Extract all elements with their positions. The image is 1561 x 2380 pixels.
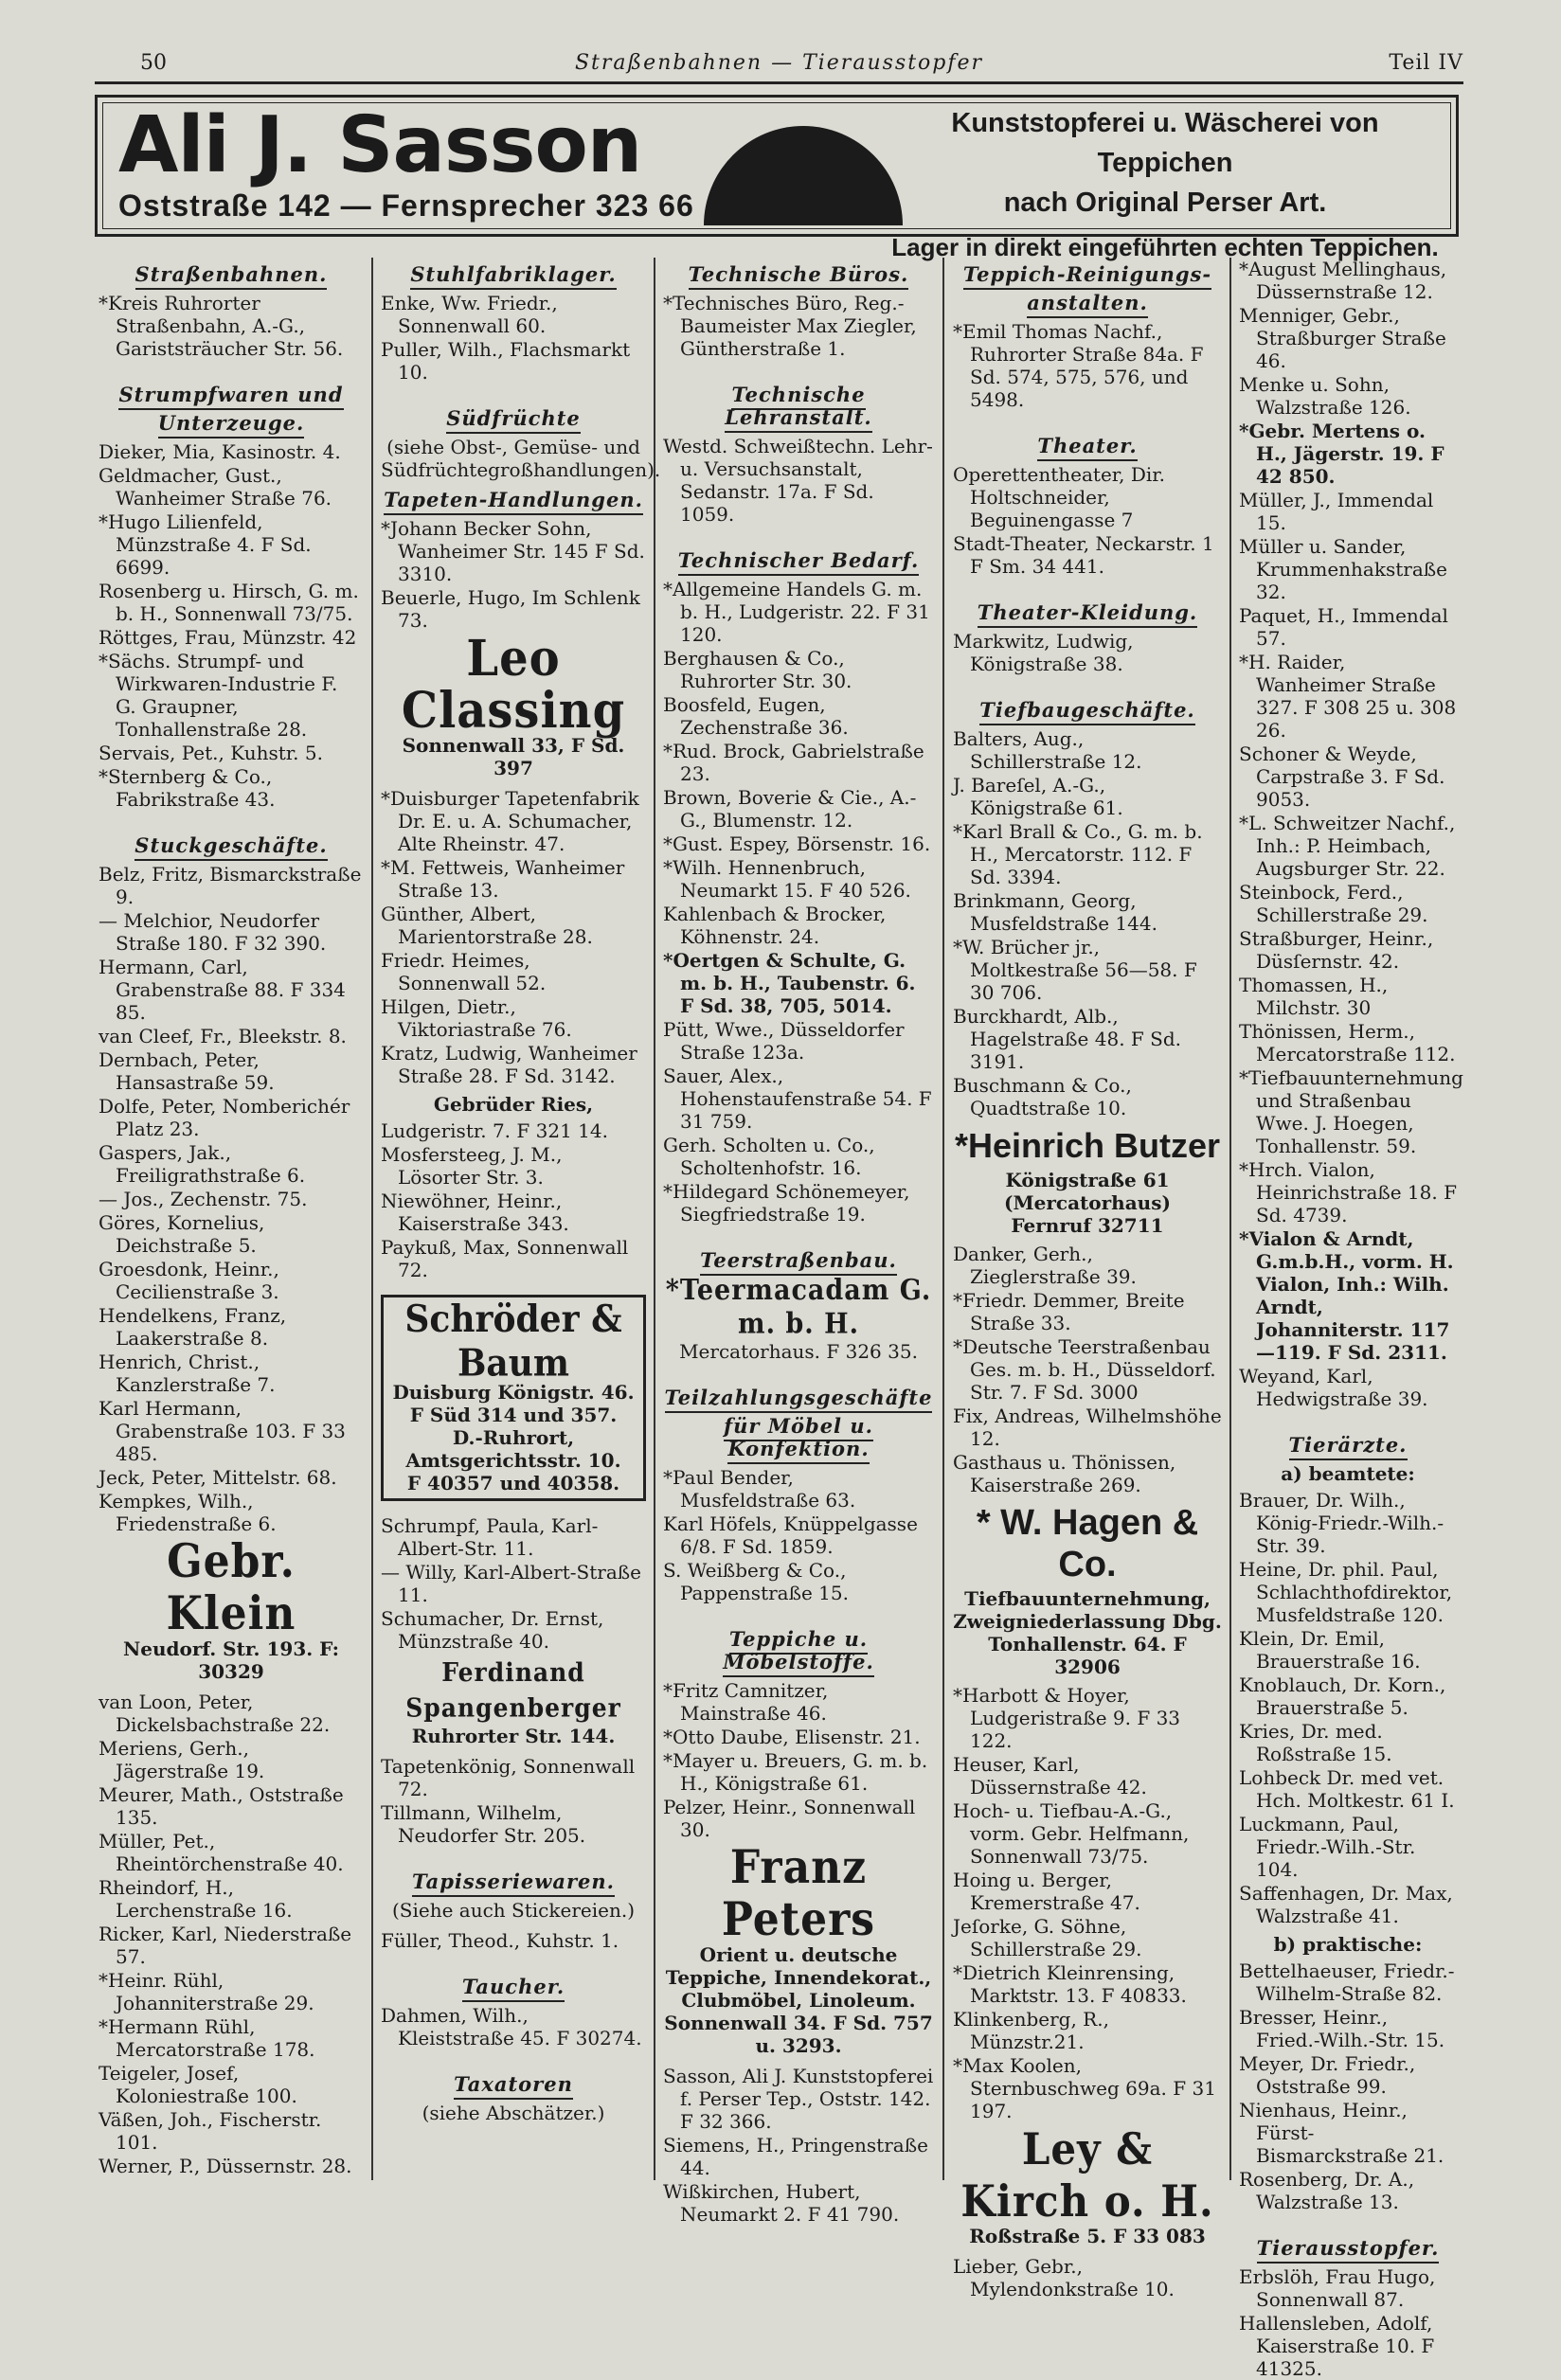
list-item: Schumacher, Dr. Ernst, Münzstraße 40.: [381, 1607, 604, 1653]
list-item: Hoing u. Berger, Kremerstraße 47.: [953, 1869, 1140, 1914]
list-item: Ludgeristr. 7. F 321 14.: [381, 1119, 608, 1142]
list-item: Gaspers, Jak., Freiligrathstraße 6.: [99, 1141, 306, 1187]
list-item: Müller, Pet., Rheintörchenstraße 40.: [99, 1830, 344, 1875]
section-heading: Tapeten-Handlungen.: [381, 489, 646, 511]
list-item: Klinkenberg, R., Münzstr.21.: [953, 2008, 1109, 2053]
column-4: [953, 258, 1222, 2300]
list-item: Schoner & Weyde, Carpstraße 3. F Sd. 9053.: [1239, 743, 1445, 811]
list-item: *Duisburger Tapetenfabrik Dr. E. u. A. Schumacher, Alte Rheinstr. 47.: [381, 787, 639, 855]
list-item: Tapetenkönig, Sonnenwall 72.: [381, 1755, 636, 1800]
section-heading: Teppiche u. Möbelstoffe.: [663, 1628, 934, 1673]
advert-line: Königstraße 61: [1005, 1169, 1170, 1191]
list-item: Balters, Aug., Schillerstraße 12.: [953, 727, 1142, 773]
section-heading: Strumpfwaren und: [99, 384, 364, 406]
list-item: *Wilh. Hennenbruch, Neumarkt 15. F 40 526.: [663, 856, 911, 902]
list-item: *Heinr. Rühl, Johanniterstraße 29.: [99, 1969, 314, 2014]
list-item: Menke u. Sohn, Walzstraße 126.: [1239, 373, 1411, 419]
section-heading: Technische Büros.: [663, 263, 934, 286]
ley-kirch-advert-address: Roßstraße 5. F 33 083: [969, 2225, 1206, 2247]
advert-line: F Süd 314 und 357.: [409, 1404, 618, 1426]
list-item: Dernbach, Peter, Hansastraße 59.: [99, 1048, 275, 1094]
list-item: Ricker, Karl, Niederstraße 57.: [99, 1923, 352, 1968]
list-item: Erbslöh, Frau Hugo, Sonnenwall 87.: [1239, 2265, 1436, 2311]
list-item: *Technisches Büro, Reg.-Baumeister Max Ziegler, Güntherstraße 1.: [663, 292, 917, 360]
list-item: Müller u. Sander, Krummenhakstraße 32.: [1239, 535, 1447, 603]
section-heading: Teerstraßenbau.: [663, 1249, 934, 1272]
section-heading: Tiefbaugeschäfte.: [953, 699, 1222, 722]
list-item: Paquet, H., Immendal 57.: [1239, 604, 1448, 650]
list-item: *Mayer u. Breuers, G. m. b. H., Königstraße 61.: [663, 1749, 928, 1795]
list-item: Mercatorhaus. F 326 35.: [679, 1340, 918, 1363]
sub-heading: a) beamtete:: [1281, 1462, 1415, 1485]
column-3: [663, 258, 934, 2226]
section-heading: Südfrüchte: [381, 407, 646, 430]
list-item: Friedr. Heimes, Sonnenwall 52.: [381, 949, 547, 994]
running-header: [95, 47, 1463, 81]
sasson-advertisement: [95, 95, 1459, 261]
list-item: Rosenberg, Dr. A., Walzstraße 13.: [1239, 2168, 1415, 2213]
list-item: van Cleef, Fr., Bleekstr. 8.: [99, 1025, 347, 1047]
list-item: Sauer, Alex., Hohenstaufenstraße 54. F 31 759.: [663, 1065, 932, 1133]
list-item: *Sächs. Strumpf- und Wirkwaren-Industrie F. G. Graupner, Tonhallenstraße 28.: [99, 650, 338, 741]
list-item: Rheindorf, H., Lerchenstraße 16.: [99, 1876, 293, 1922]
list-item: *Karl Brall & Co., G. m. b. H., Mercatorstr. 112. F Sd. 3394.: [953, 820, 1203, 888]
list-item: Servais, Pet., Kuhstr. 5.: [99, 742, 323, 764]
cross-reference-note: (siehe Abschätzer.): [422, 2102, 605, 2124]
running-title: Straßenbahnen — Tierausstopfer: [574, 51, 984, 75]
peters-advert-name: Franz Peters: [721, 1840, 876, 1946]
list-item: *August Mellinghaus, Düssernstraße 12.: [1239, 258, 1447, 303]
list-item: *Otto Daube, Elisenstr. 21.: [663, 1726, 921, 1748]
section-heading: für Möbel u. Konfektion.: [663, 1415, 934, 1460]
list-item: Pelzer, Heinr., Sonnenwall 30.: [663, 1796, 916, 1841]
list-item: Weyand, Karl, Hedwigstraße 39.: [1239, 1365, 1428, 1410]
list-item: Nienhaus, Heinr., Fürst-Bismarckstraße 21.: [1239, 2099, 1444, 2167]
list-item: *M. Fettweis, Wanheimer Straße 13.: [381, 856, 625, 902]
cross-reference-note: (Siehe auch Stickereien.): [391, 1899, 635, 1922]
advert-line: Tonhallenstr. 64. F 32906: [988, 1633, 1187, 1678]
list-item: van Loon, Peter, Dickelsbachstraße 22.: [99, 1691, 331, 1736]
list-item: *W. Brücher jr., Moltkestraße 56—58. F 30 706.: [953, 936, 1197, 1004]
list-item: *Dietrich Kleinrensing, Marktstr. 13. F 40833.: [953, 1961, 1187, 2007]
list-item: *Paul Bender, Musfeldstraße 63.: [663, 1466, 856, 1512]
list-item: Geldmacher, Gust., Wanheimer Straße 76.: [99, 464, 332, 510]
list-item: Operettentheater, Dir. Holtschneider, Beguinengasse 7: [953, 463, 1166, 531]
ad-line-1: Kunststopferei u. Wäscherei von Teppichen: [951, 108, 1379, 178]
list-item: Wißkirchen, Hubert, Neumarkt 2. F 41 790.: [663, 2180, 900, 2226]
list-item: Heuser, Karl, Düssernstraße 42.: [953, 1753, 1147, 1798]
advert-line: Tiefbauunternehmung,: [964, 1587, 1211, 1610]
list-item: Hallensleben, Adolf, Kaiserstraße 10. F 41325.: [1239, 2312, 1435, 2380]
list-item: Pütt, Wwe., Düsseldorfer Straße 123a.: [663, 1018, 905, 1064]
classing-advert-address: Sonnenwall 33, F Sd. 397: [402, 734, 625, 779]
list-item: *Fritz Camnitzer, Mainstraße 46.: [663, 1679, 829, 1725]
list-item: Boosfeld, Eugen, Zechenstraße 36.: [663, 693, 849, 739]
list-item: Jeck, Peter, Mittelstr. 68.: [99, 1466, 337, 1489]
advert-line: Amtsgerichtsstr. 10.: [405, 1449, 621, 1472]
list-item: *Hugo Lilienfeld, Münzstraße 4. F Sd. 6699.: [99, 510, 312, 579]
list-item: J. Bareſel, A.-G., Königstraße 61.: [953, 774, 1123, 819]
section-heading: Tapisseriewaren.: [381, 1870, 646, 1893]
schroeder-baum-advert: [381, 1295, 646, 1501]
section-heading: Taucher.: [381, 1976, 646, 1998]
list-item: Enke, Ww. Friedr., Sonnenwall 60.: [381, 292, 558, 337]
cross-reference-note: (siehe Obst-, Gemüse- und Südfrüchtegroßhandlungen).: [381, 436, 661, 481]
list-item: Hendelkens, Franz, Laakerstraße 8.: [99, 1304, 287, 1350]
list-item: Bettelhaeuser, Friedr.-Wilhelm-Straße 82.: [1239, 1959, 1455, 2005]
list-item: Brauer, Dr. Wilh., König-Friedr.-Wilh.-Str. 39.: [1239, 1489, 1444, 1557]
list-item: *Harbott & Hoyer, Ludgeristraße 9. F 33 122.: [953, 1684, 1181, 1752]
list-item: *Tiefbauunternehmung und Straßenbau Wwe. J. Hoegen, Tonhallenstr. 59.: [1239, 1066, 1463, 1157]
section-heading: Theater-Kleidung.: [953, 601, 1222, 624]
list-item: Tillmann, Wilhelm, Neudorfer Str. 205.: [381, 1801, 586, 1847]
list-item: Saffenhagen, Dr. Max, Walzstraße 41.: [1239, 1882, 1453, 1927]
list-item: Bresser, Heinr., Fried.-Wilh.-Str. 15.: [1239, 2006, 1445, 2051]
section-heading: Stuckgeschäfte.: [99, 834, 364, 857]
column-divider: [942, 258, 944, 2180]
butzer-advert-name: *Heinrich Butzer: [954, 1126, 1221, 1165]
sub-heading: b) praktische:: [1273, 1933, 1423, 1956]
list-item: Dieker, Mia, Kasinostr. 4.: [99, 440, 341, 463]
column-divider: [1229, 258, 1231, 2180]
list-item: Brinkmann, Georg, Musfeldstraße 144.: [953, 889, 1157, 935]
list-item: Berghausen & Co., Ruhrorter Str. 30.: [663, 647, 852, 692]
list-item: Siemens, H., Pringenstraße 44.: [663, 2134, 928, 2179]
list-item: Niewöhner, Heinr., Kaiserstraße 343.: [381, 1190, 569, 1235]
list-item: Danker, Gerh., Zieglerstraße 39.: [953, 1243, 1137, 1288]
list-item: Werner, P., Düssernstr. 28.: [99, 2155, 352, 2177]
list-item: Menniger, Gebr., Straßburger Straße 46.: [1239, 304, 1446, 372]
list-item: Belz, Fritz, Bismarckstraße 9.: [99, 863, 362, 908]
list-item: *Johann Becker Sohn, Wanheimer Str. 145 F Sd. 3310.: [381, 517, 645, 585]
list-item: Müller, J., Immendal 15.: [1239, 489, 1434, 534]
list-item: Heine, Dr. phil. Paul, Schlachthofdirektor, Musfeldstraße 120.: [1239, 1558, 1453, 1626]
list-item: Schrumpf, Paula, Karl-Albert-Str. 11.: [381, 1514, 599, 1560]
section-heading: Tierausstopfer.: [1239, 2237, 1457, 2260]
list-item-bold: *Gebr. Mertens o. H., Jägerstr. 19. F 42 850.: [1239, 420, 1444, 488]
list-item: Sasson, Ali J. Kunststopferei f. Perser Tep., Oststr. 142. F 32 366.: [663, 2065, 934, 2133]
list-item: *Hrch. Vialon, Heinrichstraße 18. F Sd. 4739.: [1239, 1158, 1457, 1226]
list-item: Dahmen, Wilh., Kleiststraße 45. F 30274.: [381, 2004, 642, 2049]
ad-description: [886, 103, 1444, 272]
list-item: Karl Höfels, Knüppelgasse 6/8. F Sd. 1859.: [663, 1512, 918, 1558]
list-item: Henrich, Christ., Kanzlerstraße 7.: [99, 1351, 276, 1396]
section-heading: anstalten.: [953, 292, 1222, 314]
list-item: Mosfersteeg, J. M., Lösorter Str. 3.: [381, 1143, 563, 1189]
list-item: *Friedr. Demmer, Breite Straße 33.: [953, 1289, 1185, 1334]
list-item: Göres, Kornelius, Deichstraße 5.: [99, 1211, 265, 1257]
section-heading: Theater.: [953, 435, 1222, 457]
list-item: *Emil Thomas Nachf., Ruhrorter Straße 84a. F Sd. 574, 575, 576, und 5498.: [953, 320, 1204, 411]
advert-title: Schröder & Baum: [404, 1297, 622, 1386]
list-item-bold: *Vialon & Arndt, G.m.b.H., vorm. H. Vialon, Inh.: Wilh. Arndt, Johanniterstr. 117—119. F Sd. 2311.: [1239, 1227, 1454, 1364]
column-divider: [371, 258, 373, 2180]
page-number: 50: [140, 51, 167, 75]
spangenberger-advert-address: Ruhrorter Str. 144.: [411, 1725, 616, 1747]
list-item: Teigeler, Josef, Koloniestraße 100.: [99, 2062, 297, 2107]
list-item: Kahlenbach & Brocker, Köhnenstr. 24.: [663, 903, 887, 948]
list-item: Väßen, Joh., Fischerstr. 101.: [99, 2108, 322, 2154]
ad-address: Oststraße 142 — Fernsprecher 323 66: [118, 188, 694, 223]
list-item: Groesdonk, Heinr., Cecilienstraße 3.: [99, 1258, 279, 1303]
list-item: Puller, Wilh., Flachsmarkt 10.: [381, 338, 631, 384]
list-item: *L. Schweitzer Nachf., Inh.: P. Heimbach, Augsburger Str. 22.: [1239, 812, 1456, 880]
list-item: Fix, Andreas, Wilhelmshöhe 12.: [953, 1405, 1222, 1450]
list-item: *Sternberg & Co., Fabrikstraße 43.: [99, 765, 276, 811]
list-item: Paykuß, Max, Sonnenwall 72.: [381, 1236, 629, 1281]
list-item: — Melchior, Neudorfer Straße 180. F 32 390.: [99, 909, 327, 955]
list-item: Straßburger, Heinr., Düsſernstr. 42.: [1239, 927, 1434, 973]
list-item: Kratz, Ludwig, Wanheimer Straße 28. F Sd. 3142.: [381, 1042, 637, 1087]
list-item: Thönissen, Herm., Mercatorstraße 112.: [1239, 1020, 1456, 1065]
list-item: Kries, Dr. med. Roßstraße 15.: [1239, 1720, 1392, 1765]
list-item: Lohbeck Dr. med vet. Hch. Moltkestr. 61 I.: [1239, 1766, 1455, 1812]
list-item: Meyer, Dr. Friedr., Oststraße 99.: [1239, 2052, 1416, 2098]
list-item-bold: *Oertgen & Schulte, G. m. b. H., Taubenstr. 6. F Sd. 38, 705, 5014.: [663, 949, 916, 1017]
list-item: Rosenberg u. Hirsch, G. m. b. H., Sonnenwall 73/75.: [99, 580, 359, 625]
list-item: Meurer, Math., Oststraße 135.: [99, 1783, 344, 1829]
section-heading: Teppich-Reinigungs-: [953, 263, 1222, 286]
list-item: Knoblauch, Dr. Korn., Brauerstraße 5.: [1239, 1673, 1446, 1719]
spangenberger-advert-name: Ferdinand Spangenberger: [405, 1656, 621, 1724]
classing-advert-name: Leo Classing: [401, 629, 626, 741]
column-5: [1239, 258, 1463, 2380]
advert-line: Fernruf 32711: [1011, 1214, 1164, 1237]
ad-line-3: Lager in direkt eingeführten echten Teppichen.: [891, 233, 1439, 261]
list-item: Thomassen, H., Milchstr. 30: [1239, 974, 1389, 1019]
list-item: *Hermann Rühl, Mercatorstraße 178.: [99, 2015, 315, 2061]
listing-columns: [95, 258, 1463, 2380]
list-item: Klein, Dr. Emil, Brauerstraße 16.: [1239, 1627, 1421, 1673]
section-heading: Stuhlfabriklager.: [381, 263, 646, 286]
list-item: Luckmann, Paul, Friedr.-Wilh.-Str. 104.: [1239, 1813, 1416, 1881]
advert-line: D.-Ruhrort,: [452, 1426, 575, 1449]
list-item: Röttges, Frau, Münzstr. 42: [99, 626, 357, 649]
peters-advert-details: Orient u. deutsche Teppiche, Innendekorat., Clubmöbel, Linoleum. Sonnenwall 34. F Sd. 757 u. 3293.: [664, 1943, 933, 2057]
klein-advert-address: Neudorf. Str. 193. F: 30329: [122, 1637, 340, 1683]
ley-kirch-advert-name: Ley & Kirch o. H.: [960, 2123, 1214, 2227]
part-label: Teil IV: [1389, 51, 1463, 75]
section-heading: Technische Lehranstalt.: [663, 384, 934, 429]
list-item: Brown, Boverie & Cie., A.-G., Blumenstr. 12.: [663, 786, 917, 832]
list-item: *Hildegard Schönemeyer, Siegfriedstraße 19.: [663, 1180, 910, 1226]
header-rule: [95, 81, 1463, 84]
advert-line: Duisburg Königstr. 46.: [392, 1381, 635, 1404]
advert-line: F 40357 und 40358.: [406, 1472, 620, 1494]
list-item: Füller, Theod., Kuhstr. 1.: [381, 1929, 619, 1952]
section-heading: Unterzeuge.: [99, 412, 364, 435]
list-item: Jeſorke, G. Söhne, Schillerstraße 29.: [953, 1915, 1142, 1960]
ad-line-2: nach Original Perser Art.: [1003, 188, 1327, 218]
list-item: Meriens, Gerh., Jägerstraße 19.: [99, 1737, 265, 1782]
list-item: *H. Raider, Wanheimer Straße 327. F 308 25 u. 308 26.: [1239, 651, 1457, 742]
list-item: *Deutsche Teerstraßenbau Ges. m. b. H., Düsseldorf. Str. 7. F Sd. 3000: [953, 1335, 1216, 1404]
section-heading: Technischer Bedarf.: [663, 549, 934, 572]
teermacadam-advert-name: *Teermacadam G. m. b. H.: [665, 1274, 932, 1341]
list-item: Kempkes, Wilh., Friedenstraße 6.: [99, 1490, 277, 1535]
ad-company-name: Ali J. Sasson: [118, 100, 642, 190]
list-item: Hilgen, Dietr., Viktoriastraße 76.: [381, 995, 572, 1041]
list-item: Hoch- u. Tiefbau-A.-G., vorm. Gebr. Helfmann, Sonnenwall 73/75.: [953, 1799, 1190, 1868]
list-item: Gasthaus u. Thönissen, Kaiserstraße 269.: [953, 1451, 1176, 1496]
list-item: Günther, Albert, Marientorstraße 28.: [381, 903, 593, 948]
section-heading: Tierärzte.: [1239, 1434, 1457, 1457]
list-item: Steinbock, Ferd., Schillerstraße 29.: [1239, 881, 1428, 926]
list-item: Westd. Schweißtechn. Lehr- u. Versuchsanstalt, Sedanstr. 17a. F Sd. 1059.: [663, 435, 933, 526]
section-heading: Taxatoren: [381, 2073, 646, 2096]
list-item: Lieber, Gebr., Mylendonkstraße 10.: [953, 2255, 1175, 2300]
column-2: [381, 258, 661, 2180]
list-item: — Jos., Zechenstr. 75.: [99, 1188, 308, 1210]
list-item: Stadt-Theater, Neckarstr. 1 F Sm. 34 441.: [953, 532, 1214, 578]
list-item: *Allgemeine Handels G. m. b. H., Ludgeristr. 22. F 31 120.: [663, 578, 930, 646]
list-item: Hermann, Carl, Grabenstraße 88. F 334 85.: [99, 956, 346, 1024]
list-item: Markwitz, Ludwig, Königstraße 38.: [953, 630, 1134, 675]
list-item: Gerh. Scholten u. Co., Scholtenhofstr. 16.: [663, 1134, 875, 1179]
hagen-advert-name: * W. Hagen & Co.: [976, 1503, 1199, 1584]
sub-heading: Gebrüder Ries,: [433, 1093, 594, 1116]
list-item: Burckhardt, Alb., Hagelstraße 48. F Sd. 3191.: [953, 1005, 1181, 1073]
list-item: Buschmann & Co., Quadtstraße 10.: [953, 1074, 1132, 1119]
list-item: S. Weißberg & Co., Pappenstraße 15.: [663, 1559, 849, 1604]
advert-line: Zweigniederlassung Dbg.: [953, 1610, 1222, 1633]
list-item: Karl Hermann, Grabenstraße 103. F 33 485.: [99, 1397, 346, 1465]
list-item: *Kreis Ruhrorter Straßenbahn, A.-G., Gariststräucher Str. 56.: [99, 292, 344, 360]
column-divider: [654, 258, 655, 2180]
advert-line: (Mercatorhaus): [1004, 1191, 1171, 1214]
section-heading: Straßenbahnen.: [99, 263, 364, 286]
column-1: [99, 258, 364, 2180]
list-item: *Gust. Espey, Börsenstr. 16.: [663, 832, 931, 855]
klein-advert-name: Gebr. Klein: [166, 1534, 296, 1640]
list-item: Beuerle, Hugo, Im Schlenk 73.: [381, 586, 640, 632]
section-heading: Teilzahlungsgeschäfte: [663, 1387, 934, 1409]
list-item: *Max Koolen, Sternbuschweg 69a. F 31 197.: [953, 2054, 1216, 2122]
list-item: *Rud. Brock, Gabrielstraße 23.: [663, 740, 924, 785]
list-item: — Willy, Karl-Albert-Straße 11.: [381, 1561, 641, 1606]
list-item: Dolfe, Peter, Nomberichér Platz 23.: [99, 1095, 350, 1140]
